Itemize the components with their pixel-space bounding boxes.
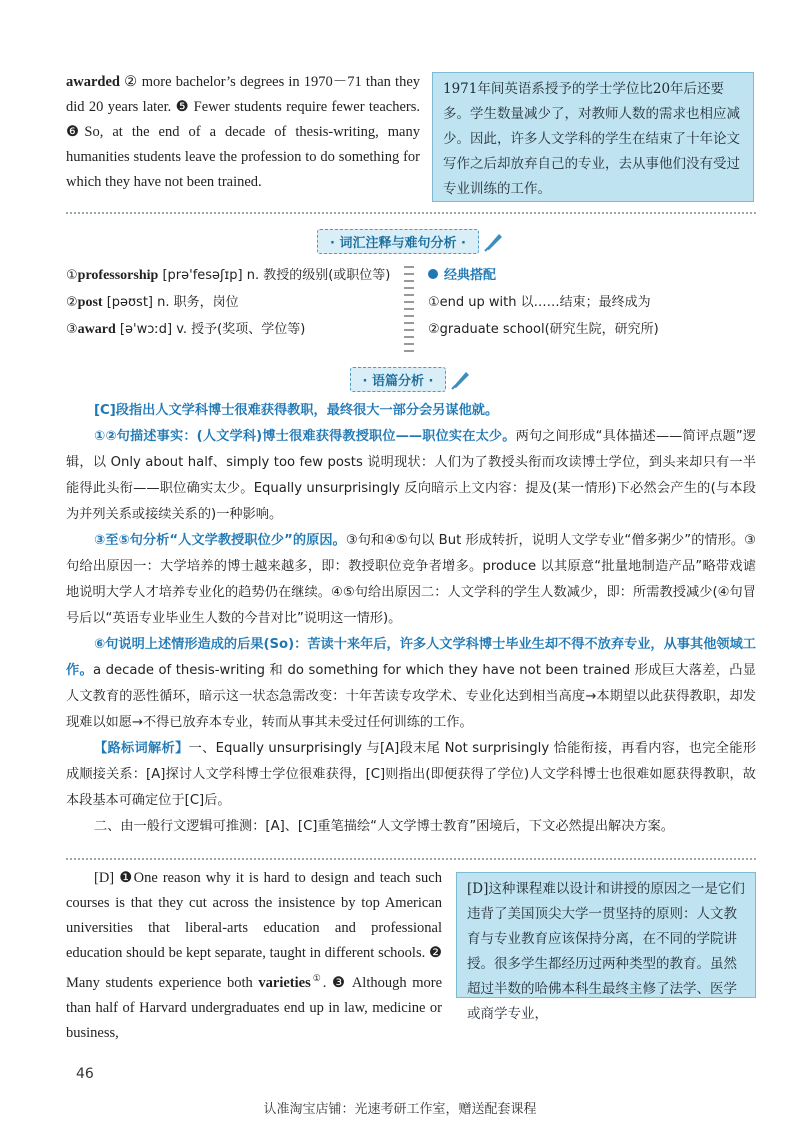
discourse-paragraph: 二、由一般行文逻辑可推测：[A]、[C]重笔描绘“人文学博士教育”困境后，下文必然提出解决方案。 [94, 819, 674, 834]
signpost-paragraph: 【路标词解析】一、Equally unsurprisingly 与[A]段末尾 Not surprisingly 恰能衔接，再看内容，也完全能形成顺接关系：[A]探讨人文学科博士学位很难获得，[C]则指出(即便获得了学位)人文学科博士也很难如愿获得教职，故本段基本可确定位于[C]后。 [66, 741, 757, 808]
bullet-icon [428, 269, 438, 279]
discourse-paragraph: ①②句描述事实：(人文学科)博士很难获得教授职位——职位实在太少。两句之间形成“具体描述——简评点题”逻辑，以 Only about half、simply too few posts 说明现状：人们为了教授头衔而攻读博士学位，到头来却只有一半能得此头衔——职位确实太少。Equally unsurprisingly 反向暗示上文内容：提及(某一情形)下必然会产生的(与本段为并列关系或接续关系的)一种影响。 [66, 429, 756, 522]
spiral-divider [404, 266, 414, 356]
divider [66, 858, 756, 860]
vocab-section-title: · 词汇注释与难句分析 · [317, 229, 479, 254]
vocab-section-header [66, 228, 756, 254]
footer-note: 认准淘宝店铺：光速考研工作室，赠送配套课程 [263, 1102, 537, 1117]
collocation-item: ①end up with 以……结束；最终成为 [428, 295, 651, 310]
collocation-list [428, 262, 758, 343]
keyword-awarded: awarded [66, 74, 120, 90]
bottom-translation-box [456, 872, 756, 1022]
discourse-summary: [C]段指出人文学科博士很难获得教职，最终很大一部分会另谋他就。 [94, 403, 499, 418]
top-english-paragraph [66, 70, 420, 195]
discourse-section-header [66, 366, 756, 392]
vocab-item: ②post [pəʊst] n. 职务，岗位 [66, 295, 239, 310]
page-number: 46 [76, 1066, 94, 1082]
vocab-item: ③award [ə'wɔːd] v. 授予(奖项、学位等) [66, 322, 306, 337]
vocab-item: ①professorship [prə'fesəʃɪp] n. 教授的级别(或职位等) [66, 268, 391, 283]
discourse-paragraph: ③至⑤句分析“人文学教授职位少”的原因。③句和④⑤句以 But 形成转折，说明人文学专业“僧多粥少”的情形。③句给出原因一：大学培养的博士越来越多，即：教授职位竞争者增多。produce 以其原意“批量地制造产品”略带戏谑地说明大学人才培养专业化的趋势仍在继续。④⑤句给出原因二：人文学科的学生人数减少，即：所需教授减少(④句冒号后以“英语专业毕业生人数的今昔对比”说明这一情形)。 [66, 533, 756, 626]
top-translation-box [432, 72, 754, 202]
discourse-body [66, 398, 756, 840]
divider [66, 212, 756, 214]
bottom-translation-text: [D]这种课程难以设计和讲授的原因之一是它们违背了美国顶尖大学一贯坚持的原则：人文教育与专业教育应该保持分离，在不同的学院讲授。很多学生都经历过两种类型的教育。虽然超过半数的哈佛本科生最终主修了法学、医学或商学专业， [467, 881, 745, 1022]
pen-icon [450, 368, 472, 390]
collocation-item: ②graduate school(研究生院，研究所) [428, 322, 659, 337]
collocation-title: 经典搭配 [428, 262, 758, 289]
discourse-paragraph: ⑥句说明上述情形造成的后果(So)：苦读十来年后，许多人文学科博士毕业生却不得不放弃专业，从事其他领域工作。a decade of thesis-writing 和 do something for which they have not been trained 形成巨大落差，凸显人文教育的恶性循环，暗示这一状态急需改变：十年苦读专攻学术、专业化达到相当高度→本期望以此获得教职，却发现难以如愿→不得已放弃本专业，转而从事其未受过任何训练的工作。 [66, 637, 756, 730]
discourse-section-title: · 语篇分析 · [350, 367, 447, 392]
keyword-varieties: varieties [258, 974, 311, 991]
pen-icon [483, 230, 505, 252]
bottom-english-paragraph: [D] ❶One reason why it is hard to design and teach such courses is that they cut across the insistence by top American universities that liberal-arts education and professional education should be kept separate, taught in different schools. ❷ Many students experience both varieties①. ❸ Although more than half of Harvard undergraduates end up in law, medicine or business, [66, 870, 443, 1041]
top-english-text: ② more bachelor’s degrees in 1970－71 than they did 20 years later. ❺ Fewer students require fewer teachers. ❻So, at the end of a decade of thesis-writing, many humanities students leave the profession to do something for which they have not been trained. [66, 74, 420, 190]
top-translation-text: 1971年间英语系授予的学士学位比20年后还要多。学生数量减少了，对教师人数的需求也相应减少。因此，许多人文学科的学生在结束了十年论文写作之后却放弃自己的专业，去从事他们没有受过专业训练的工作。 [443, 81, 740, 197]
vocab-list [66, 262, 396, 343]
